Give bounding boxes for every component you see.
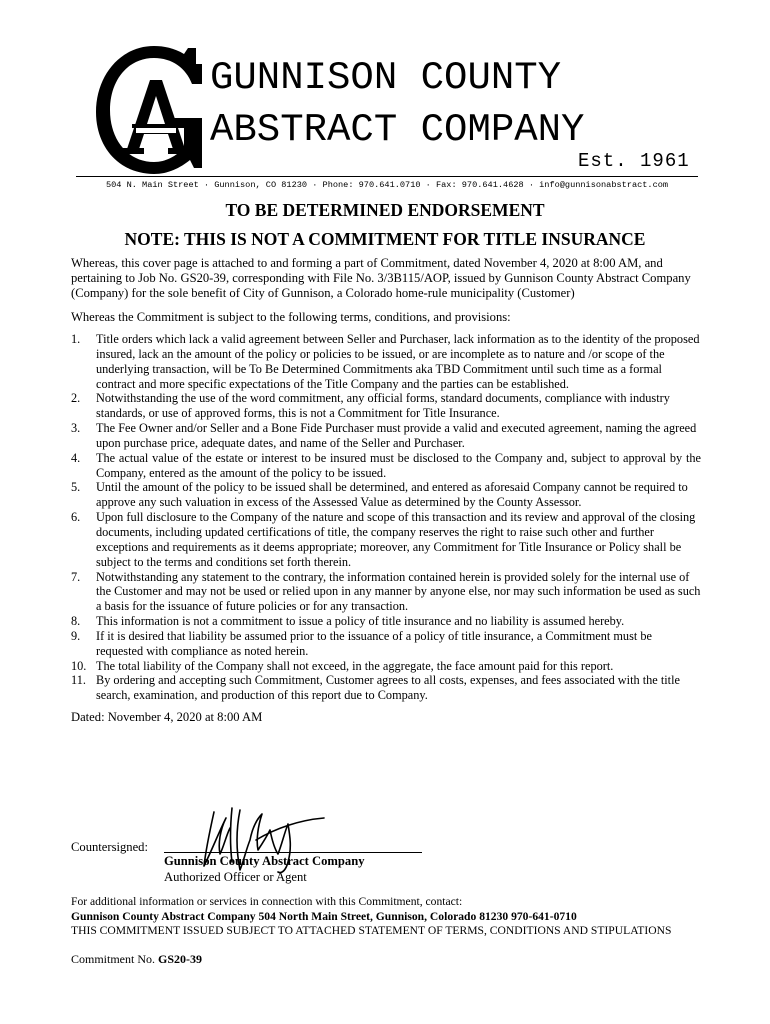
company-logo	[92, 44, 210, 176]
countersigned-label: Countersigned:	[71, 840, 148, 854]
dated-line: Dated: November 4, 2020 at 8:00 AM	[71, 710, 263, 724]
list-item: 7. Notwithstanding any statement to the contrary, the information contained herein is provided solely for the internal use of the Customer and may not be used or relied upon in any manner by anyone else, nor may such information be used as such a basis for the issuance of future policies or for any transaction.	[71, 569, 701, 614]
list-item: 2. Notwithstanding the use of the word commitment, any official forms, standard documents, compliance with industry standards, or use of approved forms, this is not a Commitment for Title Insurance.	[71, 391, 670, 421]
document-title: TO BE DETERMINED ENDORSEMENT	[225, 200, 545, 220]
signature-company: Gunnison County Abstract Company	[164, 854, 365, 868]
footer-contact-details: Gunnison County Abstract Company 504 North Main Street, Gunnison, Colorado 81230 970-641-0710	[71, 910, 577, 923]
list-item: 6. Upon full disclosure to the Company of the nature and scope of this transaction and its review and approval of the closing documents, including updated certifications of title, the company reserves the right to raise such other and further exceptions and requirements as it deems appropriate; moreover, any Commitment for Title Insurance or Policy shall be subject to the terms and conditions set forth therein.	[71, 510, 696, 569]
company-name-line2: ABSTRACT COMPANY	[210, 108, 585, 152]
list-item: 5. Until the amount of the policy to be issued shall be determined, and entered as aforesaid Company cannot be required to approve any such valuation in excess of the Assessed Value as determined by the County Assessor.	[71, 480, 688, 510]
list-item: 3. The Fee Owner and/or Seller and a Bone Fide Purchaser must provide a valid and executed agreement, naming the agreed upon purchase price, adequate dates, and name of the Seller and Purchaser.	[71, 421, 697, 450]
list-item: 1. Title orders which lack a valid agreement between Seller and Purchaser, lack information as to the identity of the proposed insured, lack an the amount of the policy or policies to be issued, or are incomplete as to nature and /or scope of the underlying transaction, will be To Be Determined Commitments aka TBD Commitment until such time as a formal contract and more specific expectations of the Title Company and the parties can be established.	[71, 332, 700, 391]
terms-intro: Whereas the Commitment is subject to the following terms, conditions, and provisions:	[71, 310, 511, 324]
terms-list	[71, 332, 701, 703]
letterhead-rule	[76, 176, 698, 177]
commitment-label: Commitment No.	[71, 952, 155, 966]
intro-paragraph: Whereas, this cover page is attached to and forming a part of Commitment, dated November 4, 2020 at 8:00 AM, and pertaining to Job No. GS20-39, corresponding with File No. 3/3B115/AOP, issued by Gunnison County Abstract Company (Company) for the sole benefit of City of Gunnison, a Colorado home-rule municipality (Customer)	[71, 256, 691, 300]
signature-role: Authorized Officer or Agent	[164, 870, 307, 884]
list-item: 4. The actual value of the estate or interest to be insured must be disclosed to the Company and, subject to approval by the Company, entered as the amount of the policy to be issued.	[71, 450, 701, 480]
commitment-number	[71, 952, 202, 967]
established-year: Est. 1961	[578, 150, 690, 172]
footer-contact-intro: For additional information or services in connection with this Commitment, contact:	[71, 895, 463, 908]
list-item: 10. The total liability of the Company shall not exceed, in the aggregate, the face amount paid for this report.	[71, 658, 614, 673]
document-note: NOTE: THIS IS NOT A COMMITMENT FOR TITLE INSURANCE	[124, 229, 646, 249]
list-item: 9. If it is desired that liability be assumed prior to the issuance of a policy of title insurance, a Commitment must be requested with compliance as noted herein.	[71, 628, 652, 658]
company-address: 504 N. Main Street · Gunnison, CO 81230 · Phone: 970.641.0710 · Fax: 970.641.4628 · info@gunnisonabstract.com	[105, 180, 669, 190]
company-name-line1: GUNNISON COUNTY	[210, 56, 562, 100]
commitment-value: GS20-39	[158, 952, 203, 966]
list-item: 11. By ordering and accepting such Commitment, Customer agrees to all costs, expenses, and fees associated with the title search, examination, and production of this report due to Company.	[71, 673, 680, 703]
footer-stipulations: THIS COMMITMENT ISSUED SUBJECT TO ATTACHED STATEMENT OF TERMS, CONDITIONS AND STIPULATIONS	[71, 924, 672, 937]
list-item: 8. This information is not a commitment to issue a policy of title insurance and no liability is assumed hereby.	[71, 614, 625, 629]
